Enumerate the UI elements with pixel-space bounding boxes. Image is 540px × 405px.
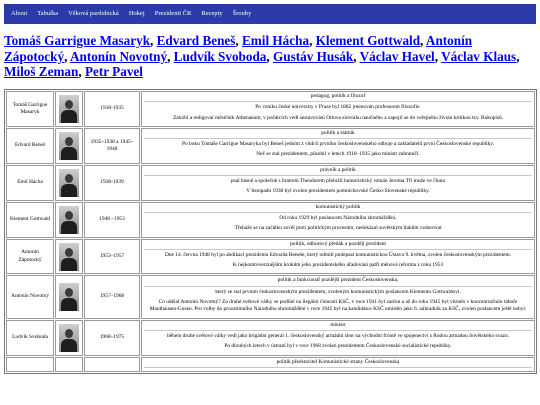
- president-link-8[interactable]: Václav Havel: [359, 48, 435, 64]
- president-name-cell: Antonín Zápotocký: [6, 239, 54, 275]
- biography-cell: [141, 91, 535, 127]
- nav-item-0[interactable]: About: [11, 10, 28, 17]
- role-text: komunistický politik: [144, 204, 532, 213]
- biography-cell: [141, 239, 535, 275]
- term-cell: [84, 357, 140, 372]
- portrait-photo: [59, 324, 79, 352]
- portrait-cell: [55, 357, 83, 372]
- term-cell: 1953–1957: [84, 239, 140, 275]
- top-nav-bar: [4, 4, 536, 24]
- presidents-link-list: [4, 33, 536, 80]
- portrait-photo: [59, 95, 79, 123]
- biography-paragraph: který se stal prvním československým prezidentem, zvoleným komunistickým poslancem Klementu Gottwaldovi.: [215, 288, 461, 295]
- biography-cell: [141, 320, 535, 356]
- biography-paragraph: Třebaže se na začátku sověl proti politickým procesům, nedokázal sovětským tlakům vzdorovat: [234, 225, 442, 232]
- president-link-6[interactable]: Ludvík Svoboda: [173, 48, 267, 64]
- president-name-cell: Tomáš Garrigue Masaryk: [6, 91, 54, 127]
- president-link-0[interactable]: Tomáš Garrigue Masaryk: [4, 33, 151, 48]
- link-separator: ,: [266, 48, 273, 64]
- link-separator: ,: [353, 48, 360, 64]
- president-link-9[interactable]: Václav Klaus: [441, 48, 517, 64]
- president-name-cell: Klement Gottwald: [6, 202, 54, 238]
- role-text: pedagog, politik a filozof: [144, 93, 532, 102]
- president-link-3[interactable]: Klement Gottwald: [315, 33, 421, 48]
- link-separator: ,: [150, 33, 157, 48]
- table-row: [6, 202, 535, 238]
- biography-paragraph: Po boku Tomáše Garrigue Masaryka byl Beneš jedním z vůdců prvního československého odboje a zakladatelů první Československé republiky.: [181, 141, 495, 148]
- portrait-cell: [55, 91, 83, 127]
- nav-item-1[interactable]: Tabulka: [37, 10, 59, 17]
- portrait-photo: [59, 206, 79, 234]
- term-cell: 1968–1975: [84, 320, 140, 356]
- table-row: [6, 275, 535, 318]
- portrait-cell: [55, 202, 83, 238]
- term-cell: 1957–1968: [84, 275, 140, 318]
- portrait-photo: [59, 243, 79, 271]
- biography-cell: [141, 357, 535, 372]
- table-row: [6, 320, 535, 356]
- role-text: politik představitel Komunistické strany Československa: [144, 359, 532, 368]
- nav-item-4[interactable]: Prezidenti ČR: [154, 10, 192, 17]
- biography-paragraph: Než se stal prezidentem, působil v letech 1918–1935 jako ministr zahraničí.: [256, 151, 420, 158]
- link-separator: ,: [420, 33, 426, 48]
- biography-paragraph: Po dlouhých letech v ústraní byl v roce 1968 zvolen prezidentem Československé socialistické republiky.: [224, 343, 452, 350]
- biography-paragraph: Co udělal Antonín Novotný? Za druhé světové války se podílel na ilegální činnosti KSČ, v roce 1941 byl zatčen a až do roku 1945 byl vězněn v koncentračním táboře Mauthausen-Gusen. Pro volby do prozatímního Národního shromáždění v roce 1945 byl na kandidátce KSČ umístěn jako 6. náhradník za KSČ, zvolen poslancem ještě nebyl.: [149, 299, 527, 313]
- president-link-10[interactable]: Miloš Zeman: [4, 64, 79, 79]
- president-link-5[interactable]: Antonín Novotný: [69, 48, 168, 64]
- link-separator: ,: [516, 48, 520, 64]
- term-cell: 1948 –1953: [84, 202, 140, 238]
- link-separator: ,: [235, 33, 243, 48]
- link-separator: ,: [64, 48, 70, 64]
- president-link-1[interactable]: Edvard Beneš: [156, 33, 236, 48]
- term-cell: 1935–1938 a 1945–1948: [84, 128, 140, 164]
- president-name-cell: Edvard Beneš: [6, 128, 54, 164]
- president-link-4[interactable]: Antonín Zápotocký: [4, 33, 473, 64]
- biography-paragraph: během druhé světové války vedl jako brigádní generál 1. československý armádní sbor na východní frontě ve spojenectví s Rudou armádou Sovětského svazu.: [166, 332, 510, 339]
- biography-paragraph: Založil a redigoval měsíčník Athenaeum, v počátcích vedl sestavování Ottova slovníku naučného a zapojil se do veřejného života kritikou tzv. Rukopisů.: [172, 114, 504, 121]
- nav-item-6[interactable]: Šrouby: [232, 10, 252, 17]
- portrait-photo: [59, 283, 79, 311]
- portrait-photo: [59, 169, 79, 197]
- role-text: politik, odborový předák a později prezident: [144, 241, 532, 250]
- role-text: politik a státník: [144, 130, 532, 139]
- president-name-cell: Emil Hácha: [6, 165, 54, 201]
- president-name-cell: [6, 357, 54, 372]
- portrait-photo: [59, 132, 79, 160]
- term-cell: 1918-1935: [84, 91, 140, 127]
- link-separator: ,: [78, 64, 85, 79]
- portrait-cell: [55, 165, 83, 201]
- president-link-11[interactable]: Petr Pavel: [84, 64, 143, 79]
- biography-cell: [141, 275, 535, 318]
- biography-paragraph: psal básně a společně s bratrem Theodorem přeložil humoristický román Jeroma Tři muže ve člunu: [230, 178, 446, 185]
- biography-cell: [141, 128, 535, 164]
- nav-item-5[interactable]: Recepty: [201, 10, 223, 17]
- president-link-7[interactable]: Gustáv Husák: [273, 48, 354, 64]
- table-row: [6, 165, 535, 201]
- president-name-cell: Ludvík Svoboda: [6, 320, 54, 356]
- nav-item-3[interactable]: Hokej: [128, 10, 145, 17]
- table-row: [6, 357, 535, 372]
- portrait-cell: [55, 239, 83, 275]
- portrait-cell: [55, 320, 83, 356]
- biography-paragraph: Dne 14. června 1948 byl po abdikaci prezidenta Edvarda Beneše, který odmítl podepsat komunistickou Ústavu 9. května, zvolen československým prezidentem.: [164, 251, 512, 258]
- biography-paragraph: Od roku 1929 byl poslancem Národního shromáždění,: [279, 214, 397, 221]
- link-separator: ,: [167, 48, 174, 64]
- portrait-cell: [55, 128, 83, 164]
- biography-cell: [141, 165, 535, 201]
- table-row: [6, 239, 535, 275]
- link-separator: ,: [434, 48, 442, 64]
- role-text: právník a politik: [144, 167, 532, 176]
- biography-paragraph: K nejkontroverznějším krokům jeho prezidentského úřadování patří měnová reforma z roku 1953: [232, 262, 444, 269]
- role-text: ministr: [144, 322, 532, 331]
- portrait-cell: [55, 275, 83, 318]
- biography-paragraph: V listopadu 1938 byl zvolen prezidentem pomnichovské Česko-Slovenské republiky.: [246, 188, 430, 195]
- biography-cell: [141, 202, 535, 238]
- president-name-cell: Antonín Novotný: [6, 275, 54, 318]
- president-link-2[interactable]: Emil Hácha: [242, 33, 310, 48]
- table-row: [6, 128, 535, 164]
- nav-item-2[interactable]: Věková pardubická: [68, 10, 119, 17]
- link-separator: ,: [309, 33, 316, 48]
- role-text: politik a funkcionář pozdější prezident Československa,: [144, 277, 532, 286]
- biography-paragraph: Po vzniku české univerzity v Praze byl 1882 jmenován profesorem filozofie.: [255, 104, 421, 111]
- presidents-table: [4, 89, 537, 374]
- term-cell: 1938-1939: [84, 165, 140, 201]
- table-row: [6, 91, 535, 127]
